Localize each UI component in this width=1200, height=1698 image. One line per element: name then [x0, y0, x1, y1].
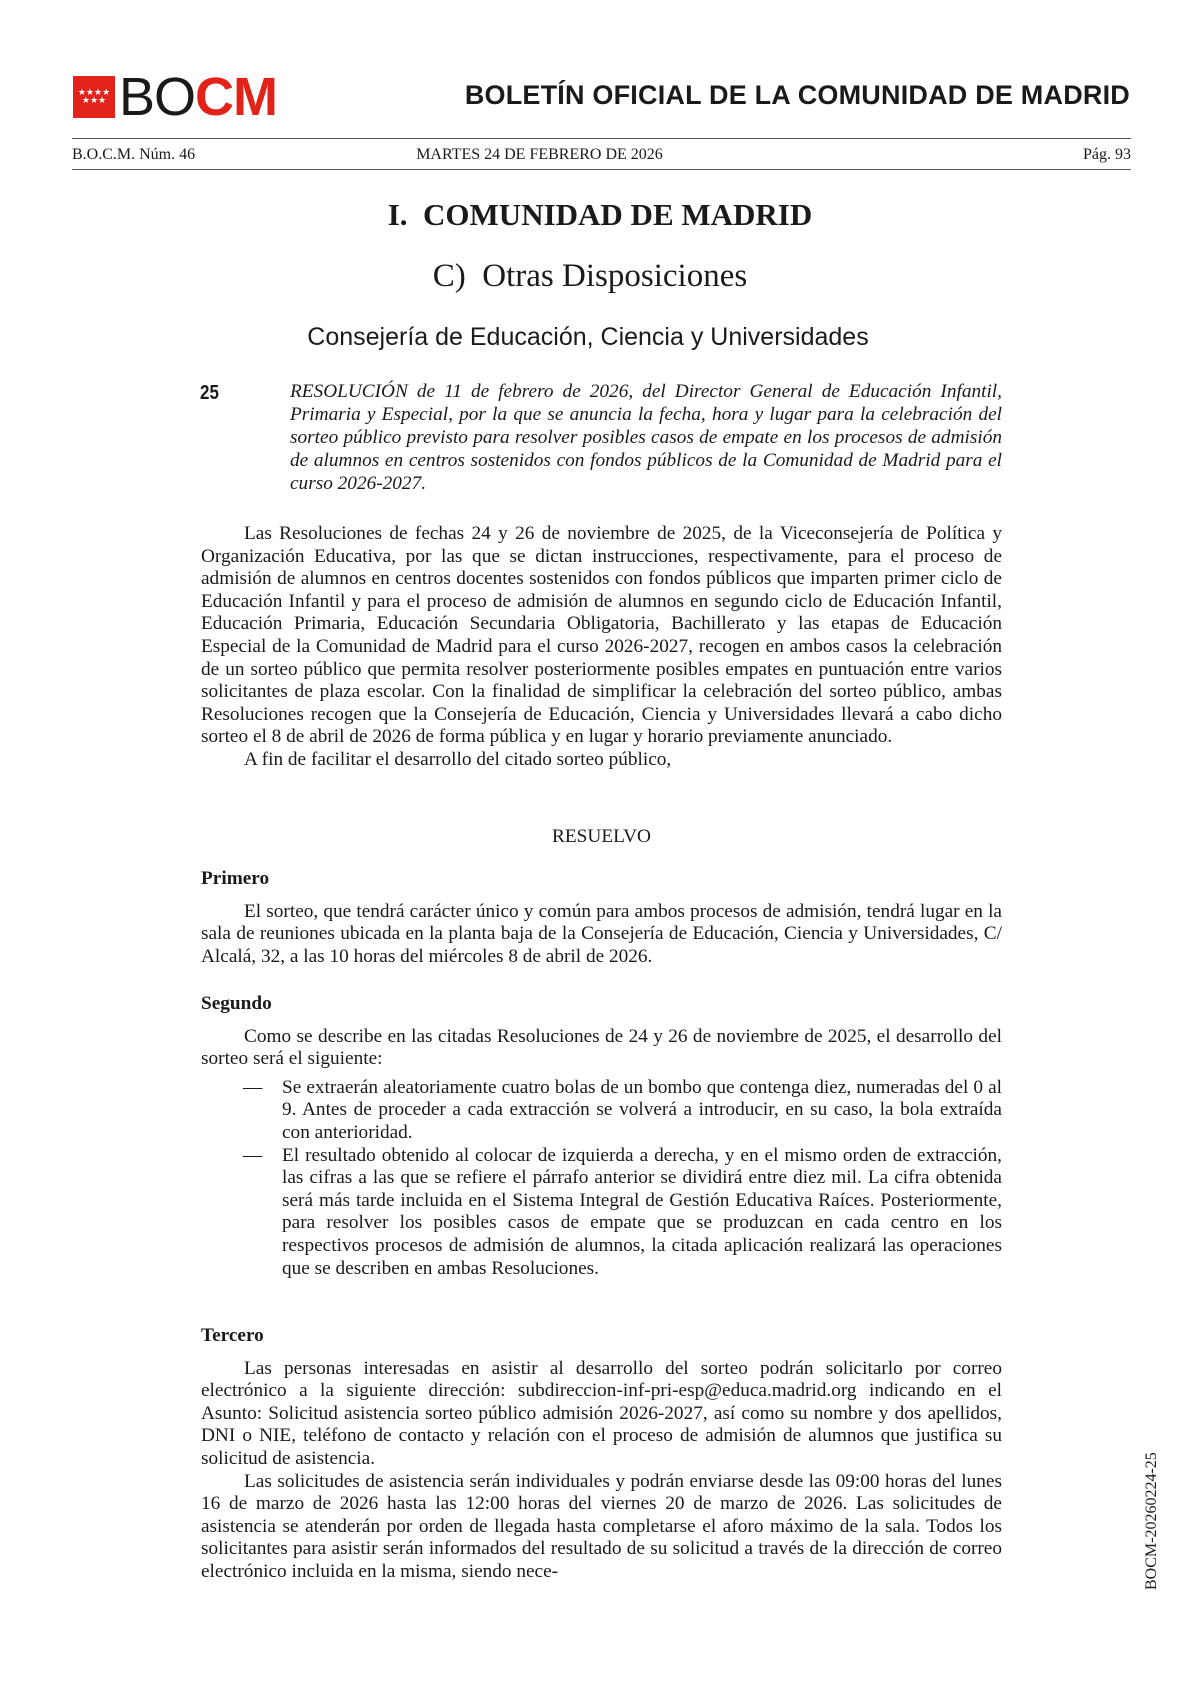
article-paragraph: Las solicitudes de asistencia serán individuales y podrán enviarse desde las 09:00 horas del lunes 16 de marzo de 2026 hasta las 12:00 horas del viernes 20 de marzo de 2026. Las solicitudes de asistencia se atenderán por orden de llegada hasta completarse el aforo máximo de la sala. Todos los solicitantes para asistir serán informados del resultado de su solicitud a través de la dirección de correo electrónico incluida en la misma, siendo nece- [201, 1470, 1002, 1582]
resuelvo-heading: RESUELVO [552, 826, 651, 847]
logo-text-red: CM [195, 67, 278, 127]
article-paragraph: Como se describe en las citadas Resoluciones de 24 y 26 de noviembre de 2025, el desarrollo del sorteo será el siguiente: [201, 1025, 1002, 1070]
document-code: BOCM-20260224-25 [1143, 1452, 1160, 1590]
bocm-logo [73, 67, 278, 127]
preamble-paragraph: A fin de facilitar el desarrollo del citado sorteo público, [244, 748, 672, 770]
dash-bullet-icon: — [243, 1144, 263, 1166]
masthead-title: BOLETÍN OFICIAL DE LA COMUNIDAD DE MADRID [464, 80, 1130, 110]
dash-bullet-icon: — [243, 1076, 263, 1098]
department-title: Consejería de Educación, Ciencia y Universidades [307, 323, 869, 351]
resolution-title: RESOLUCIÓN de 11 de febrero de 2026, del Director General de Educación Infantil, Primaria y Especial, por la que se anuncia la fecha, hora y lugar para la celebración del sorteo público previsto para resolver posibles casos de empate en los procesos de admisión de alumnos en centros sostenidos con fondos públicos de la Comunidad de Madrid para el curso 2026-2027. [290, 381, 1002, 494]
list-item: — El resultado obtenido al colocar de izquierda a derecha, y en el mismo orden de extracción, las cifras a las que se refiere el párrafo anterior se dividirá entre diez mil. La cifra obtenida será más tarde incluida en el Sistema Integral de Gestión Educativa Raíces. Posteriormente, para resolver los posibles casos de empate que se produzcan en cada centro en los respectivos procesos de admisión de alumnos, la citada aplicación realizará las operaciones que se describen en ambas Resoluciones. [243, 1144, 1002, 1279]
issue-number: B.O.C.M. Núm. 46 [72, 146, 196, 163]
article-heading: Tercero [201, 1325, 264, 1346]
preamble-paragraph: Las Resoluciones de fechas 24 y 26 de noviembre de 2025, de la Viceconsejería de Política y Organización Educativa, por las que se dictan instrucciones, respectivamente, para el proceso de admisión de alumnos en centros docentes sostenidos con fondos públicos que imparten primer ciclo de Educación Infantil y para el proceso de admisión de alumnos en segundo ciclo de Educación Infantil, Educación Primaria, Educación Secundaria Obligatoria, Bachillerato y las etapas de Educación Especial de la Comunidad de Madrid para el curso 2026-2027, recogen en ambos casos la celebración de un sorteo público que permita resolver posteriormente posibles empates en puntuación entre varios solicitantes de plaza escolar. Con la finalidad de simplificar la celebración del sorteo público, ambas Resoluciones recogen que la Consejería de Educación, Ciencia y Universidades llevará a cabo dicho sorteo el 8 de abril de 2026 de forma pública y en lugar y horario previamente anunciado. [201, 523, 1002, 748]
header-rule-top [72, 138, 1131, 139]
page-number: Pág. 93 [1083, 146, 1131, 163]
article-paragraph: Las personas interesadas en asistir al desarrollo del sorteo podrán solicitarlo por correo electrónico a la siguiente dirección: subdireccion-inf-pri-esp@educa.madrid.org indicando en el Asunto: Solicitud asistencia sorteo público admisión 2026-2027, así como su nombre y dos apellidos, DNI o NIE, teléfono de contacto y relación con el proceso de admisión de alumnos que justifica su solicitud de asistencia. [201, 1357, 1002, 1469]
article-tercero [201, 1325, 1002, 1584]
issue-date: MARTES 24 DE FEBRERO DE 2026 [416, 146, 663, 163]
list-item: — Se extraerán aleatoriamente cuatro bolas de un bombo que contenga diez, numeradas del 0 al 9. Antes de proceder a cada extracción se volverá a introducir, en su caso, la bola extraída con anterioridad. [243, 1076, 1002, 1143]
madrid-flag-icon: ★★★★ ★★★ [73, 76, 115, 118]
article-heading: Primero [201, 868, 270, 889]
article-segundo [201, 993, 1002, 1280]
header-rule-bottom [72, 169, 1131, 170]
subsection-title: C) Otras Disposiciones [432, 258, 748, 294]
meta-row [72, 146, 1131, 164]
preamble [201, 523, 1002, 772]
article-heading: Segundo [201, 993, 272, 1014]
article-primero [201, 868, 1002, 968]
logo-text-black: BO [119, 67, 196, 127]
section-title: I. COMUNIDAD DE MADRID [387, 197, 813, 232]
article-paragraph: El sorteo, que tendrá carácter único y común para ambos procesos de admisión, tendrá lugar en la sala de reuniones ubicada en la planta baja de la Consejería de Educación, Ciencia y Universidades, C/ Alcalá, 32, a las 10 horas del miércoles 8 de abril de 2026. [201, 900, 1002, 967]
resolution-number: 25 [200, 382, 219, 404]
